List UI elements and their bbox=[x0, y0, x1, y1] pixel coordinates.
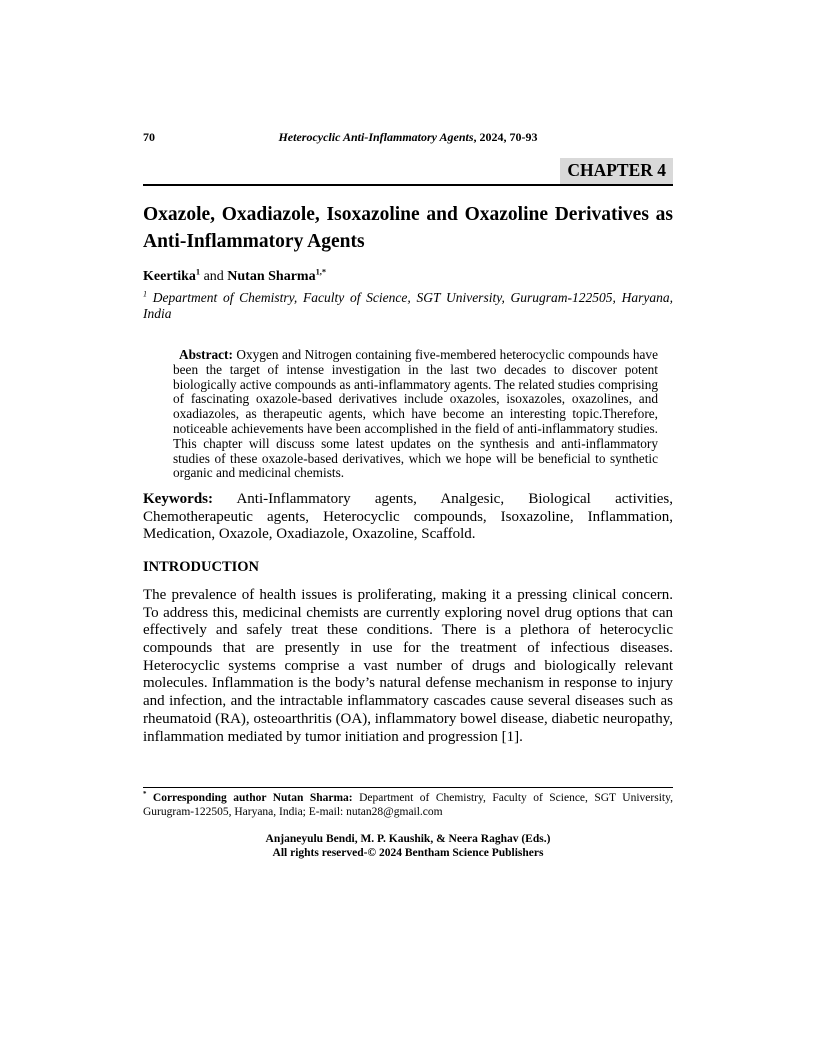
authors-line bbox=[143, 268, 673, 285]
affiliation bbox=[143, 290, 673, 322]
chapter-rule bbox=[143, 158, 673, 186]
author-1-superscript: 1 bbox=[195, 267, 201, 277]
page-number: 70 bbox=[143, 130, 155, 144]
chapter-label: CHAPTER 4 bbox=[560, 158, 673, 184]
footnote bbox=[143, 787, 673, 819]
footnote-text: Department of Chemistry, Faculty of Science, SGT University, Gurugram-122505, Haryana, India; E-mail: nutan28@gmail.com bbox=[143, 792, 673, 818]
authors-connector: and bbox=[200, 269, 228, 284]
footnote-marker: * bbox=[143, 791, 147, 799]
keywords-label: Keywords: bbox=[143, 491, 213, 508]
abstract-text: Oxygen and Nitrogen containing five-membered heterocyclic compounds have been the target of intense investigation in the last two decades to discover potent biologically active compounds as anti-inflammatory agents. The related studies comprising of fascinating oxazole-based derivatives include oxazoles, isoxazoles, oxazolines, and oxadiazoles, as therapeutic agents, which have become an interesting topic.Therefore, noticeable achievements have been accomplished in the field of anti-inflammatory studies. This chapter will discuss some latest updates on the synthesis and anti-inflammatory studies of these oxazole-based derivatives, which we hope will be beneficial to synthetic organic and medicinal chemists. bbox=[173, 347, 658, 481]
running-title bbox=[278, 130, 537, 144]
affiliation-superscript: 1 bbox=[143, 289, 148, 299]
introduction-heading: INTRODUCTION bbox=[143, 558, 260, 575]
introduction-paragraph: The prevalence of health issues is proliferating, making it a pressing clinical concern. To address this, medicinal chemists are currently exploring novel drug options that can effectively and safely treat these conditions. There is a plethora of heterocyclic compounds that are presently in use for the treatment of infectious diseases. Heterocyclic systems comprise a vast number of drugs and biologically relevant molecules. Inflammation is the body’s natural defense mechanism in response to injury and infection, and the intractable inflammatory cascades cause several diseases such as rheumatoid (RA), osteoarthritis (OA), inflammatory bowel disease, diabetic neuropathy, inflammation mediated by tumor initiation and progression [1]. bbox=[143, 586, 673, 745]
running-title-meta: , 2024, 70-93 bbox=[473, 130, 538, 144]
running-head bbox=[143, 131, 673, 144]
rights-line: All rights reserved-© 2024 Bentham Science Publishers bbox=[272, 847, 544, 859]
keywords bbox=[143, 491, 673, 544]
page-title: Oxazole, Oxadiazole, Isoxazoline and Oxazoline Derivatives as Anti-Inflammatory Agents bbox=[143, 204, 673, 252]
running-title-italic: Heterocyclic Anti-Inflammatory Agents bbox=[278, 130, 474, 144]
publisher-footer bbox=[143, 832, 673, 860]
affiliation-text: Department of Chemistry, Faculty of Science, SGT University, Gurugram-122505, Haryana, India bbox=[143, 290, 673, 321]
page-content bbox=[143, 0, 673, 746]
keywords-text: Anti-Inflammatory agents, Analgesic, Biological activities, Chemotherapeutic agents, Heterocyclic compounds, Isoxazoline, Inflammation, Medication, Oxazole, Oxadiazole, Oxazoline, Scaffold. bbox=[143, 491, 673, 543]
editors-line: Anjaneyulu Bendi, M. P. Kaushik, & Neera Raghav (Eds.) bbox=[265, 833, 551, 845]
abstract bbox=[173, 348, 658, 481]
abstract-label: Abstract: bbox=[179, 347, 233, 362]
author-2-superscript: 1,* bbox=[315, 267, 327, 277]
author-1: Keertika bbox=[143, 269, 196, 284]
author-2: Nutan Sharma bbox=[227, 269, 316, 284]
footnote-author: Corresponding author Nutan Sharma: bbox=[146, 792, 353, 804]
